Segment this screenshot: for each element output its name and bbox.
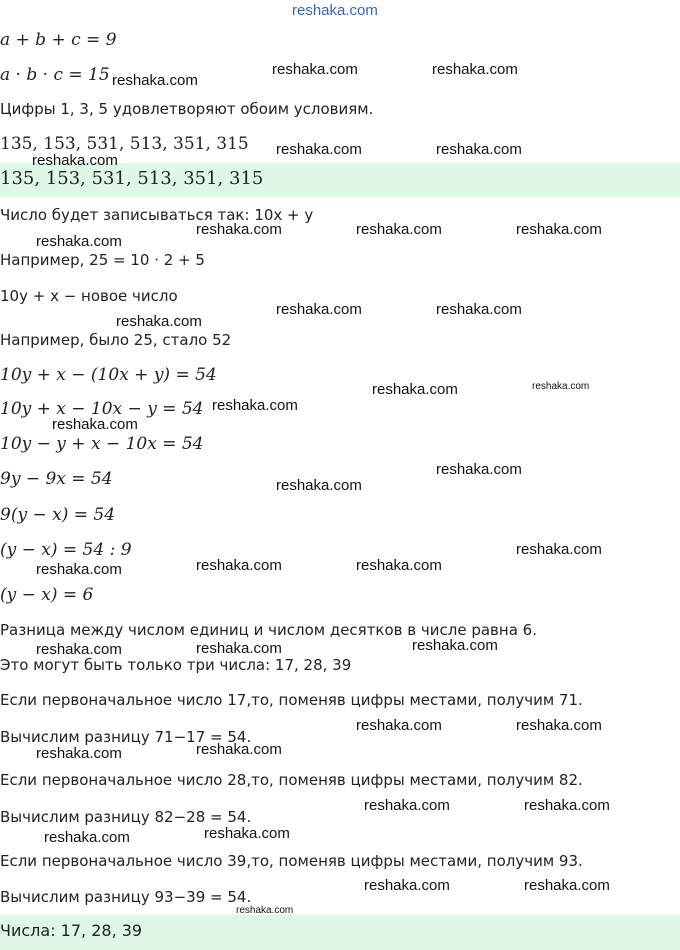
- watermark[interactable]: reshaka.com: [436, 301, 522, 318]
- new-number: 10y + x − новое число: [0, 287, 178, 305]
- equation-step-4: 9y − 9x = 54: [0, 469, 113, 489]
- watermark[interactable]: reshaka.com: [436, 461, 522, 478]
- number-form: Число будет записываться так: 10x + y: [0, 206, 314, 224]
- watermark[interactable]: reshaka.com: [36, 561, 122, 578]
- watermark[interactable]: reshaka.com: [32, 152, 118, 169]
- equation-step-2: 10y + x − 10x − y = 54: [0, 399, 204, 419]
- watermark[interactable]: reshaka.com: [272, 61, 358, 78]
- watermark[interactable]: reshaka.com: [516, 717, 602, 734]
- top-watermark[interactable]: reshaka.com: [292, 2, 378, 19]
- equation-step-3: 10y − y + x − 10x = 54: [0, 434, 204, 454]
- numbers-list: 135, 153, 531, 513, 351, 315: [0, 134, 249, 154]
- watermark[interactable]: reshaka.com: [52, 416, 138, 433]
- equation-product: a · b · c = 15: [0, 65, 110, 85]
- watermark[interactable]: reshaka.com: [356, 717, 442, 734]
- watermark[interactable]: reshaka.com: [276, 477, 362, 494]
- watermark[interactable]: reshaka.com: [364, 797, 450, 814]
- calc-71-17: Вычислим разницу 71−17 = 54.: [0, 728, 252, 746]
- example-25-52: Например, было 25, стало 52: [0, 331, 232, 349]
- watermark[interactable]: reshaka.com: [36, 745, 122, 762]
- watermark[interactable]: reshaka.com: [532, 381, 590, 392]
- watermark[interactable]: reshaka.com: [112, 72, 198, 89]
- watermark[interactable]: reshaka.com: [524, 797, 610, 814]
- watermark[interactable]: reshaka.com: [524, 877, 610, 894]
- case-28: Если первоначальное число 28,то, поменяв цифры местами, получим 82.: [0, 771, 583, 789]
- watermark[interactable]: reshaka.com: [116, 313, 202, 330]
- watermark[interactable]: reshaka.com: [516, 541, 602, 558]
- watermark[interactable]: reshaka.com: [436, 141, 522, 158]
- equation-step-6: (y − x) = 54 : 9: [0, 540, 132, 560]
- watermark[interactable]: reshaka.com: [372, 381, 458, 398]
- watermark[interactable]: reshaka.com: [276, 141, 362, 158]
- three-numbers: Это могут быть только три числа: 17, 28, 39: [0, 656, 352, 674]
- calc-82-28: Вычислим разницу 82−28 = 54.: [0, 808, 252, 826]
- equation-sum: a + b + c = 9: [0, 30, 117, 50]
- answer-box-2: [0, 915, 680, 950]
- watermark[interactable]: reshaka.com: [356, 221, 442, 238]
- watermark[interactable]: reshaka.com: [432, 61, 518, 78]
- equation-step-5: 9(y − x) = 54: [0, 505, 116, 525]
- watermark[interactable]: reshaka.com: [212, 397, 298, 414]
- watermark[interactable]: reshaka.com: [196, 221, 282, 238]
- calc-93-39: Вычислим разницу 93−39 = 54.: [0, 888, 252, 906]
- watermark[interactable]: reshaka.com: [36, 233, 122, 250]
- watermark[interactable]: reshaka.com: [364, 877, 450, 894]
- example-25: Например, 25 = 10 · 2 + 5: [0, 251, 205, 269]
- watermark[interactable]: reshaka.com: [204, 825, 290, 842]
- equation-step-1: 10y + x − (10x + y) = 54: [0, 365, 217, 385]
- watermark[interactable]: reshaka.com: [236, 905, 294, 916]
- watermark[interactable]: reshaka.com: [36, 641, 122, 658]
- watermark[interactable]: reshaka.com: [412, 637, 498, 654]
- equation-step-7: (y − x) = 6: [0, 585, 94, 605]
- case-39: Если первоначальное число 39,то, поменяв цифры местами, получим 93.: [0, 852, 583, 870]
- difference-statement: Разница между числом единиц и числом десятков в числе равна 6.: [0, 621, 537, 639]
- digits-statement: Цифры 1, 3, 5 удовлетворяют обоим условиям.: [0, 100, 374, 118]
- watermark[interactable]: reshaka.com: [516, 221, 602, 238]
- watermark[interactable]: reshaka.com: [196, 640, 282, 657]
- case-17: Если первоначальное число 17,то, поменяв цифры местами, получим 71.: [0, 691, 583, 709]
- watermark[interactable]: reshaka.com: [196, 741, 282, 758]
- watermark[interactable]: reshaka.com: [196, 557, 282, 574]
- answer-1-text: 135, 153, 531, 513, 351, 315: [0, 168, 264, 189]
- watermark[interactable]: reshaka.com: [356, 557, 442, 574]
- answer-2-text: Числа: 17, 28, 39: [0, 921, 143, 940]
- watermark[interactable]: reshaka.com: [276, 301, 362, 318]
- watermark[interactable]: reshaka.com: [44, 829, 130, 846]
